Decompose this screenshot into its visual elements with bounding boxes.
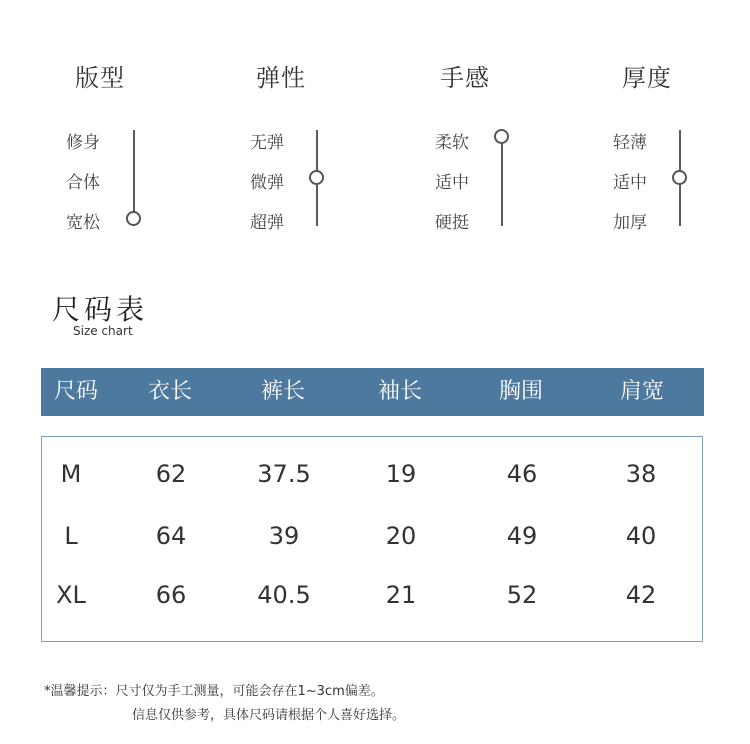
table-cell: 39 [268, 522, 300, 550]
option-moderate: 适中 [613, 173, 647, 193]
option-medium: 适中 [435, 173, 469, 193]
table-cell: 62 [155, 460, 187, 488]
option-loose: 宽松 [66, 213, 100, 233]
table-cell: 42 [625, 581, 657, 609]
option-soft: 柔软 [435, 133, 469, 153]
header-size: 尺码 [53, 379, 98, 404]
header-shoulder: 肩宽 [619, 379, 664, 404]
table-cell: 52 [506, 581, 538, 609]
table-cell: 38 [625, 460, 657, 488]
option-no-stretch: 无弹 [250, 133, 284, 153]
attribute-feel [360, 0, 540, 240]
slider-knob [126, 211, 141, 226]
table-cell: 20 [385, 522, 417, 550]
attribute-title-thickness: 厚度 [622, 64, 672, 92]
slider-knob [672, 170, 687, 185]
header-chest: 胸围 [498, 379, 543, 404]
option-high-stretch: 超弹 [250, 213, 284, 233]
table-cell: XL [56, 581, 86, 609]
header-length: 衣长 [147, 379, 192, 404]
table-cell: L [64, 522, 78, 550]
table-cell: M [60, 460, 82, 488]
attribute-title-elasticity: 弹性 [256, 64, 306, 92]
header-pants-length: 裤长 [260, 379, 305, 404]
table-cell: 49 [506, 522, 538, 550]
size-table [41, 436, 703, 642]
table-cell: 37.5 [257, 460, 311, 488]
table-cell: 21 [385, 581, 417, 609]
note-line-2: 信息仅供参考，具体尺码请根据个人喜好选择。 [132, 708, 406, 723]
attribute-title-fit: 版型 [75, 64, 125, 92]
slider-track [501, 130, 503, 226]
table-cell: 66 [155, 581, 187, 609]
attribute-thickness [540, 0, 720, 240]
size-chart-subtitle: Size chart [73, 324, 133, 338]
option-slight-stretch: 微弹 [250, 173, 284, 193]
size-chart-title: 尺码表 [52, 293, 149, 326]
table-cell: 40 [625, 522, 657, 550]
slider-knob [309, 170, 324, 185]
attribute-title-feel: 手感 [440, 64, 490, 92]
option-stiff: 硬挺 [435, 213, 469, 233]
table-cell: 19 [385, 460, 417, 488]
option-slim: 修身 [66, 133, 100, 153]
table-header [41, 368, 704, 416]
table-cell: 40.5 [257, 581, 311, 609]
header-sleeve: 袖长 [377, 379, 422, 404]
attribute-fit [0, 0, 180, 240]
option-thin: 轻薄 [613, 133, 647, 153]
table-cell: 46 [506, 460, 538, 488]
option-regular: 合体 [66, 173, 100, 193]
attribute-elasticity [180, 0, 360, 240]
slider-knob [494, 129, 509, 144]
table-cell: 64 [155, 522, 187, 550]
option-thick: 加厚 [613, 213, 647, 233]
note-line-1: *温馨提示：尺寸仅为手工测量，可能会存在1~3cm偏差。 [44, 684, 384, 699]
